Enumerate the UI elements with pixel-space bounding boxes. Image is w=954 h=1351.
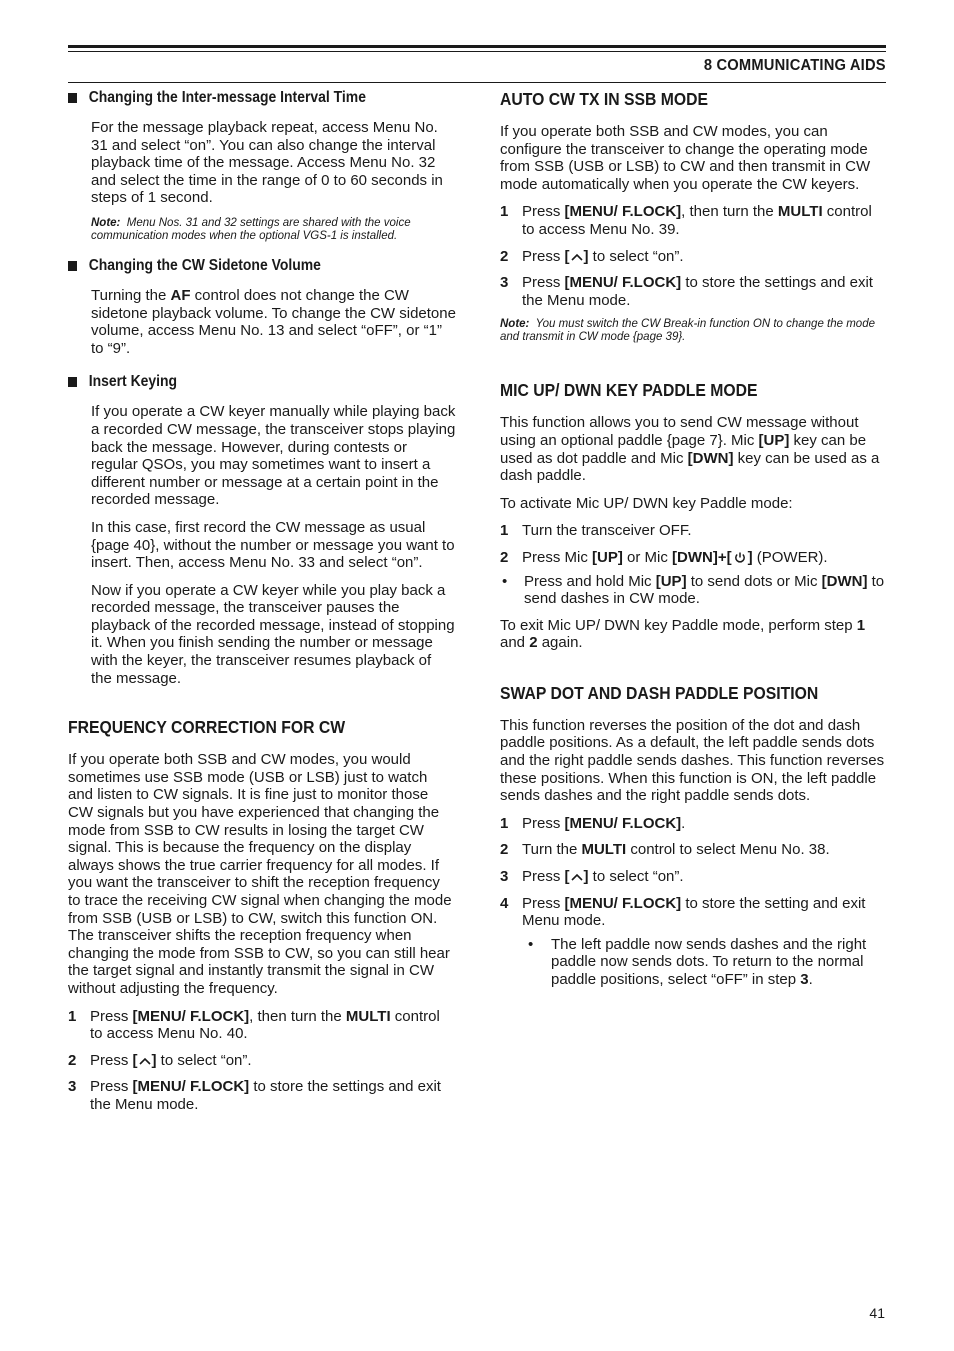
step: 3 Press [MENU/ F.LOCK] to store the settings and exit the Menu mode.: [500, 274, 873, 309]
step: 1 Press [MENU/ F.LOCK], then turn the MULTI control to access Menu No. 40.: [68, 1007, 440, 1043]
subsection-heading: Changing the Inter-message Interval Time: [68, 89, 417, 107]
up-arrow-key-icon: [570, 252, 584, 262]
left-column: [68, 89, 456, 1123]
paragraph: To exit Mic UP/ DWN key Paddle mode, perform step 1 and 2 again.: [500, 616, 866, 652]
paragraph: Turning the AF control does not change the CW sidetone playback volume. To change the CW sidetone volume, access Menu No. 13 and select “oFF”, or “1” to “9”.: [91, 286, 456, 357]
step: 2 Press [ ] to select “on”.: [500, 247, 684, 265]
paragraph: For the message playback repeat, access Menu No. 31 and select “on”. You can also change the interval playback time of the message. Access Menu No. 32 and select the time in the range of 0 to 60 seconds in steps of 1 second.: [91, 119, 443, 207]
header-rule-thin: [68, 51, 886, 52]
paragraph: This function allows you to send CW message without using an optional paddle {page 7}. Mic [UP] key can be used as dot paddle and Mic [DWN] key can be used as a dash paddle.: [500, 414, 880, 485]
subsection-body: [91, 119, 456, 243]
step: 2 Press Mic [UP] or Mic [DWN]+[ ] (POWER).: [500, 548, 828, 566]
bullet-item: • Press and hold Mic [UP] to send dots or Mic [DWN] to send dashes in CW mode.: [502, 572, 885, 608]
subsection-body: [91, 287, 456, 357]
subsection-heading: Insert Keying: [68, 373, 417, 391]
step: 1 Turn the transceiver OFF.: [500, 522, 692, 540]
square-bullet-icon: [68, 93, 77, 103]
section-heading: MIC UP/ DWN KEY PADDLE MODE: [500, 380, 758, 401]
page-number: 41: [869, 1305, 885, 1321]
step: 1 Press [MENU/ F.LOCK].: [500, 814, 686, 832]
header-rule-under: [68, 82, 886, 83]
bullet-item: • The left paddle now sends dashes and the right paddle now sends dots. To return to the normal paddle positions, select “oFF” in step 3.: [528, 935, 867, 988]
subsection-heading: Changing the CW Sidetone Volume: [68, 257, 417, 275]
chapter-title: 8 COMMUNICATING AIDS: [704, 57, 886, 74]
step: 3 Press [MENU/ F.LOCK] to store the settings and exit the Menu mode.: [68, 1078, 441, 1113]
step: 2 Turn the MULTI control to select Menu No. 38.: [500, 841, 830, 859]
paragraph: If you operate a CW keyer manually while playing back a recorded CW message, the transceiver stops playing back the message. However, during contests or regular QSOs, you may sometimes want to insert a different number or message at a certain point in the recorded message.: [91, 403, 456, 509]
square-bullet-icon: [68, 261, 77, 271]
step: 2 Press [ ] to select “on”.: [68, 1051, 252, 1069]
note: Note: You must switch the CW Break-in function ON to change the mode and transmit in CW mode {page 39}.: [500, 318, 875, 344]
paragraph: Now if you operate a CW keyer while you play back a recorded message, the transceiver pauses the playback of the recorded message, instead of stopping it. When you finish sending the number or message with the keyer, the transceiver resumes playback of the message.: [91, 581, 455, 687]
square-bullet-icon: [68, 377, 77, 387]
header-rule-thick: [68, 45, 886, 48]
step: 4 Press [MENU/ F.LOCK] to store the setting and exit Menu mode.: [500, 894, 866, 930]
step: 3 Press [ ] to select “on”.: [500, 868, 684, 886]
section-heading: SWAP DOT AND DASH PADDLE POSITION: [500, 682, 819, 703]
section-heading: AUTO CW TX IN SSB MODE: [500, 89, 708, 109]
paragraph: In this case, first record the CW message as usual {page 40}, without the number or message you want to insert. Then, access Menu No. 33 and select “on”.: [91, 518, 455, 572]
paragraph: If you operate both SSB and CW modes, you would sometimes use SSB mode (USB or LSB) just to watch and listen to CW signals. It is fine just to monitor those CW signals but you have experienced that changing the mode from SSB to CW results in losing the target CW signal. This is because the frequency on the display always shows the true carrier frequency for all modes. If you want the transceiver to shift the reception frequency to trace the receiving CW signal when changing the mode from SSB (USB or LSB) to CW, switch this function ON. The transceiver shifts the reception frequency when changing the mode from SSB to CW, so you can still hear the target signal and instantly transmit the signal in CW without adjusting the frequency.: [68, 751, 452, 997]
note: Note: Menu Nos. 31 and 32 settings are shared with the voice communication modes when the optional VGS-1 is installed.: [91, 216, 411, 242]
up-arrow-key-icon: [138, 1056, 152, 1066]
right-column: [500, 89, 888, 998]
paragraph: If you operate both SSB and CW modes, you can configure the transceiver to change the operating mode from SSB (USB or LSB) to CW and then transmit in CW mode automatically when you operate the CW keyers.: [500, 123, 871, 193]
paragraph: To activate Mic UP/ DWN key Paddle mode:: [500, 494, 793, 512]
section-heading: FREQUENCY CORRECTION FOR CW: [68, 717, 346, 738]
power-icon: [732, 551, 748, 564]
subsection-body: [91, 403, 456, 687]
up-arrow-key-icon: [570, 872, 584, 882]
paragraph: This function reverses the position of the dot and dash paddle positions. As a default, the left paddle sends dots and the right paddle sends dashes. This function reverses these positions. When this function is ON, the left paddle sends dashes and the right paddle sends dots.: [500, 716, 885, 805]
step: 1 Press [MENU/ F.LOCK], then turn the MULTI control to access Menu No. 39.: [500, 203, 872, 238]
